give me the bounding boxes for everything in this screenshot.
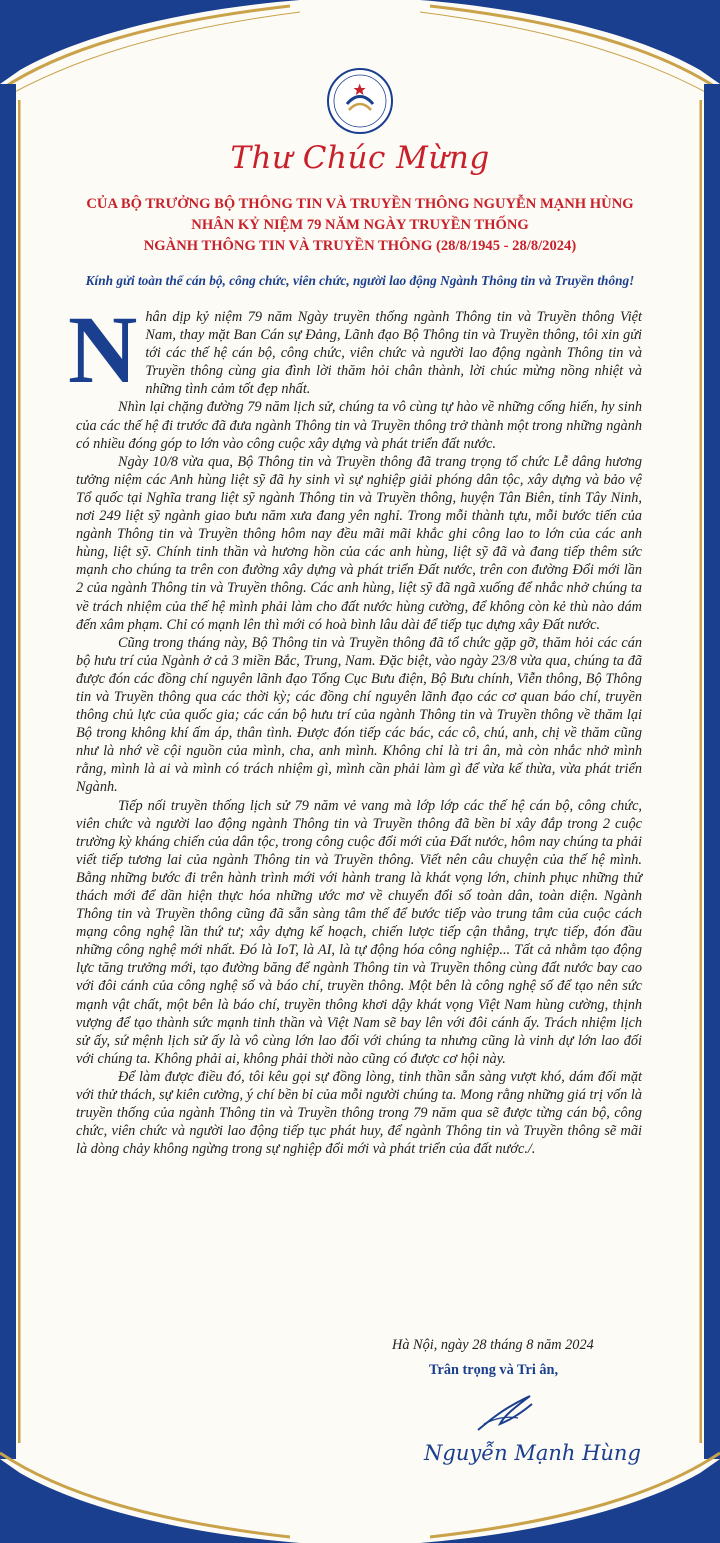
drop-cap: N — [68, 296, 138, 403]
frame-top-left-swoosh — [0, 0, 300, 84]
frame-bottom-right-swoosh — [420, 1459, 720, 1543]
greeting-line: Kính gửi toàn thể cán bộ, công chức, viên chức, người lao động Ngành Thông tin và Truyền thông! — [85, 273, 635, 288]
date-line: Hà Nội, ngày 28 tháng 8 năm 2024 — [392, 1337, 594, 1353]
letter-heading: Thư Chúc Mừng — [230, 140, 490, 176]
paragraph-1-text: hân dịp kỷ niệm 79 năm Ngày truyền thống ngành Thông tin và Truyền thông Việt Nam, thay mặt Ban Cán sự Đảng, Lãnh đạo Bộ Thông tin và Truyền thông, tôi xin gửi tới các thế hệ cán bộ, công chức, viên chức và người lao động ngành Thông tin và Truyền thông cùng gia đình lời thăm hỏi chân thành, lời chúc mừng nồng nhiệt và những tình cảm tốt đẹp nhất. — [145, 309, 642, 398]
title-line-1: CỦA BỘ TRƯỞNG BỘ THÔNG TIN VÀ TRUYỀN THÔNG NGUYỄN MẠNH HÙNG — [86, 196, 634, 212]
paragraph-5: Tiếp nối truyền thống lịch sử 79 năm vẻ vang mà lớp lớp các thế hệ cán bộ, công chức, viên chức và người lao động ngành Thông tin và Truyền thông đã bền bỉ xây đắp trong 2 cuộc trường kỳ kháng chiến của dân tộc, trong công cuộc đổi mới của Đất nước, hôm nay chúng ta phải viết tiếp tương lai của ngành Thông tin và Truyền thông. Viết nên câu chuyện của thế hệ mình. Bằng những bước đi trên hành trình mới với hành trang là khát vọng lớn, chinh phục những thử thách mới để dần hiện thực hóa những ước mơ về chuyển đổi số toàn dân, toàn diện. Ngành Thông tin và Truyền thông cũng đã sẵn sàng tâm thế để bước tiếp vào trung tâm của cuộc cách mạng công nghệ lần thứ tư; xây dựng kế hoạch, chiến lược tiếp cận thẳng, trực tiếp, đón đầu những công nghệ mới nhất. Đó là IoT, là AI, là tự động hóa công nghiệp... Tất cả nhằm tạo động lực tăng trưởng mới, tạo đường băng để ngành Thông tin và Truyền thông cùng đất nước bay cao với đôi cánh của công nghệ số và báo chí, truyền thông. Một bên là công nghệ số để tạo nên sức mạnh vật chất, một bên là báo chí, truyền thông khơi dậy khát vọng Việt Nam hùng cường, thịnh vượng để tạo thành sức mạnh tinh thần và Việt Nam sẽ bay lên với đôi cánh ấy. Trách nhiệm lịch sử ấy, sứ mệnh lịch sử ấy là vô cùng lớn lao đối với chúng ta nhưng cũng là vinh dự lớn lao đối với chúng ta. Không phải ai, không phải thời nào cũng có được cơ hội này. — [76, 797, 642, 1067]
paragraph-2: Nhìn lại chặng đường 79 năm lịch sử, chúng ta vô cùng tự hào về những cống hiến, hy sinh của các thế hệ đi trước đã đưa ngành Thông tin và Truyền thông trở thành một trong những ngành có nhiều đóng góp to lớn vào công cuộc xây dựng và phát triển đất nước. — [76, 399, 642, 452]
frame-right-stripe — [704, 84, 720, 1459]
ministry-emblem-icon — [325, 66, 395, 136]
title-line-2: NHÂN KỶ NIỆM 79 NĂM NGÀY TRUYỀN THỐNG — [191, 217, 529, 233]
frame-bottom-left-swoosh — [0, 1459, 300, 1543]
signature-name: Nguyễn Mạnh Hùng — [424, 1441, 641, 1465]
signature-mark-icon — [470, 1390, 540, 1440]
closing-line: Trân trọng và Tri ân, — [429, 1362, 559, 1378]
frame-left-stripe — [0, 84, 16, 1459]
paragraph-3: Ngày 10/8 vừa qua, Bộ Thông tin và Truyền thông đã trang trọng tổ chức Lễ dâng hương tưởng niệm các Anh hùng liệt sỹ đã hy sinh vì sự nghiệp giải phóng dân tộc, xây dựng và bảo vệ Tổ quốc tại Nghĩa trang liệt sỹ ngành Thông tin và Truyền thông, huyện Tân Biên, tỉnh Tây Ninh, nơi 249 liệt sỹ ngành giao bưu năm xưa đang yên nghỉ. Trong mỗi thành tựu, mỗi bước tiến của ngành Thông tin và Truyền thông hôm nay đều mãi mãi khắc ghi công lao to lớn của các anh hùng, liệt sỹ. Chính tinh thần và hương hồn của các anh hùng, liệt sỹ đã và đang tiếp thêm sức mạnh cho chúng ta trên con đường xây dựng và phát triển Đất nước, trên con đường Đổi mới lần 2 của ngành Thông tin và Truyền thông. Các anh hùng, liệt sỹ đã ngã xuống để nhắc nhở chúng ta về trách nhiệm của thế hệ mình phải làm cho đất nước hùng cường, để không còn kẻ thù nào dám đến xâm phạm. Chỉ có mạnh lên thì mới có hoà bình lâu dài để tiếp tục dựng xây Đất nước. — [76, 453, 642, 633]
letter-body — [68, 296, 642, 1158]
title-line-3: NGÀNH THÔNG TIN VÀ TRUYỀN THÔNG (28/8/1945 - 28/8/2024) — [143, 238, 577, 254]
paragraph-4: Cũng trong tháng này, Bộ Thông tin và Truyền thông đã tổ chức gặp gỡ, thăm hỏi các cán bộ hưu trí của Ngành ở cả 3 miền Bắc, Trung, Nam. Đặc biệt, vào ngày 23/8 vừa qua, chúng ta đã được đón các đồng chí nguyên lãnh đạo Tổng Cục Bưu điện, Bộ Bưu chính, Viễn thông, Bộ Thông tin và Truyền thông qua các thời kỳ; các đồng chí nguyên lãnh đạo các cơ quan báo chí, truyền thông chủ lực của quốc gia; các cán bộ hưu trí của ngành Thông tin và Truyền thông về thăm lại Bộ trong không khí ấm áp, thân tình. Được đón tiếp các bác, các cô, chú, anh, chị về thăm cũng như là nhớ về cội nguồn của mình, cha, anh mình. Không chỉ là tri ân, mà còn nhắc nhở mình rằng, mình là ai và mình có trách nhiệm gì, mình cần phải làm gì để vừa kế thừa, vừa phát triển Ngành. — [76, 634, 642, 796]
paragraph-1 — [68, 296, 642, 403]
paragraph-6: Để làm được điều đó, tôi kêu gọi sự đồng lòng, tinh thần sẵn sàng vượt khó, dám đối mặt với thử thách, sự kiên cường, ý chí bền bỉ của mỗi người chúng ta. Mong rằng những giá trị vốn là truyền thống của ngành Thông tin và Truyền thông trong 79 năm qua sẽ được từng cán bộ, công chức, viên chức và người lao động tiếp tục phát huy, để ngành Thông tin và Truyền thông sẽ mãi là dòng chảy không ngừng trong sự nghiệp đổi mới và phát triển của đất nước./. — [76, 1068, 642, 1158]
frame-top-right-swoosh — [420, 0, 720, 84]
